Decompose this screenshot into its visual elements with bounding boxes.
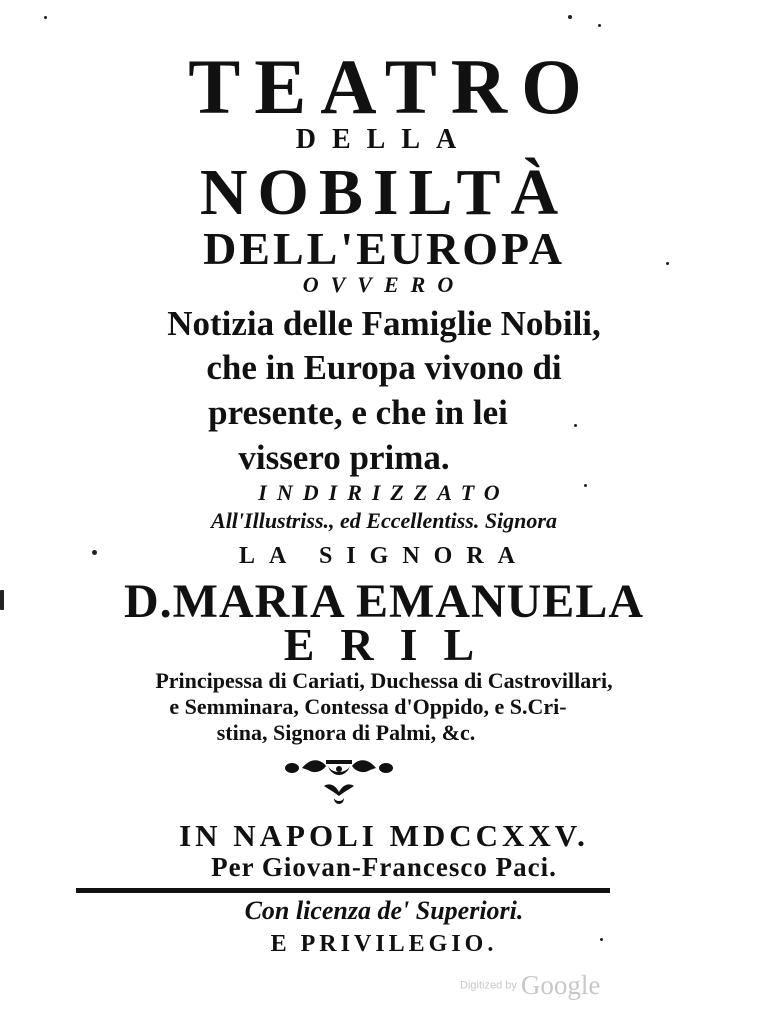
dedication-indirizzato: INDIRIZZATO (258, 480, 510, 505)
dedication-salutation: All'Illustriss., ed Eccellentiss. Signora (211, 508, 557, 533)
description-line: presente, e che in lei (208, 393, 508, 432)
dedicatee-titles-line: Principessa di Cariati, Duchessa di Castrovillari, (155, 668, 613, 693)
scan-speck (568, 15, 572, 19)
imprint-city-year: IN NAPOLI MDCCXXV. (179, 818, 589, 853)
scan-speck (600, 938, 603, 941)
dedicatee-surname: ERIL (283, 619, 501, 670)
imprint-printer: Per Giovan-Francesco Paci. (211, 852, 557, 882)
description-line: Notizia delle Famiglie Nobili, (167, 304, 601, 343)
scan-speck (666, 262, 669, 265)
main-title: TEATRO (188, 43, 596, 130)
imprint-privilege: E PRIVILEGIO. (270, 931, 498, 957)
title-ovvero: OVVERO (302, 272, 466, 297)
dedicatee-name: D.MARIA EMANUELA (124, 575, 644, 628)
dedicatee-titles-line: stina, Signora di Palmi, &c. (216, 720, 476, 745)
dedication-la-signora: LA SIGNORA (238, 543, 530, 569)
scan-speck (0, 590, 4, 610)
scan-speck (584, 484, 587, 487)
dedicatee-titles-line: e Semminara, Contessa d'Oppido, e S.Cri- (169, 694, 567, 719)
digitized-watermark (460, 970, 630, 1002)
scan-speck (574, 424, 577, 427)
scan-speck (92, 550, 97, 555)
description-line: vissero prima. (238, 438, 450, 477)
printers-ornament-icon (284, 756, 394, 814)
scan-speck (44, 16, 47, 19)
google-logo: Google (520, 970, 601, 1000)
title-nobilta: NOBILTÀ (199, 156, 569, 229)
divider-rule (76, 888, 610, 893)
title-della: DELLA (295, 124, 473, 155)
scan-speck (598, 24, 601, 27)
title-europa: DELL'EUROPA (203, 223, 565, 274)
watermark-prefix: Digitized by (460, 979, 517, 992)
description-line: che in Europa vivono di (206, 348, 562, 387)
imprint-licence: Con licenza de' Superiori. (244, 896, 524, 925)
